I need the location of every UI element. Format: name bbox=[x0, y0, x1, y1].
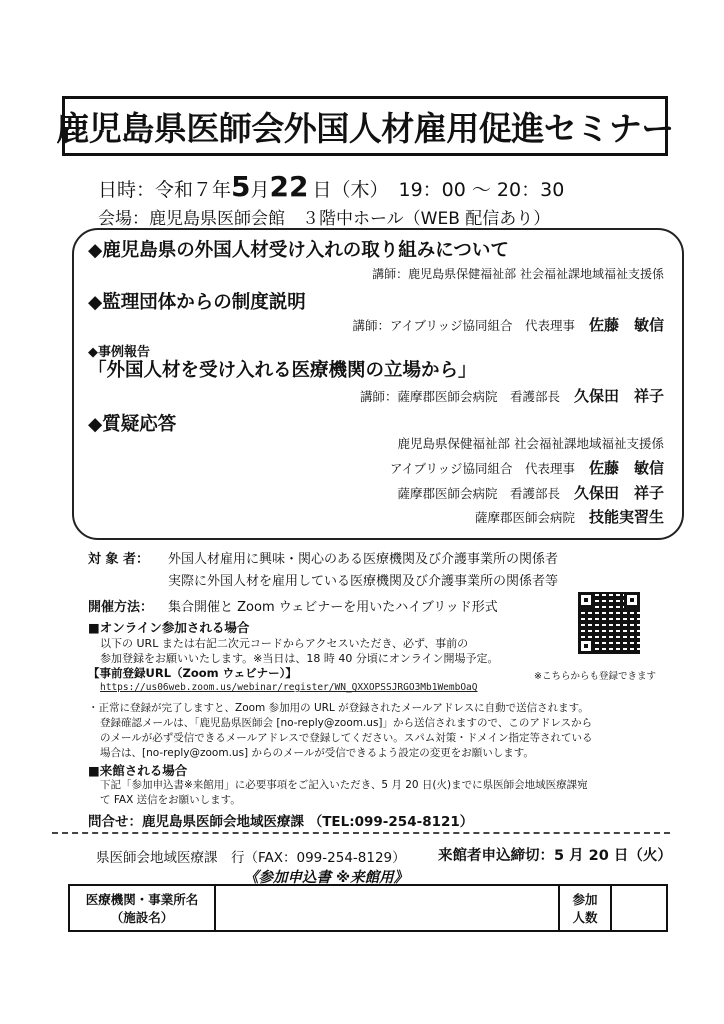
qr-finder bbox=[624, 592, 640, 608]
count-label-2: 人数 bbox=[572, 910, 598, 925]
qr-finder bbox=[578, 592, 594, 608]
online-line-2: 参加登録をお願いいたします。※当日は、18 時 40 分頃にオンライン開場予定。 bbox=[100, 652, 499, 665]
format-label: 開催方法： bbox=[88, 600, 154, 615]
deadline: 来館者申込締切：5 月 20 日（火） bbox=[438, 848, 672, 864]
panel-row-1 bbox=[398, 434, 664, 452]
qr-finder bbox=[578, 638, 594, 654]
online-note-1: ・正常に登録が完了しますと、Zoom 参加用の URL が登録されたメールアドレスに自動で送信されます。 bbox=[88, 702, 589, 714]
inperson-heading: ■来館される場合 bbox=[88, 763, 188, 778]
event-time: 19：00 ～ 20：30 bbox=[398, 179, 565, 201]
panel-org: 薩摩郡医師会病院 bbox=[474, 510, 575, 525]
inperson-line-2: て FAX 送信をお願いします。 bbox=[100, 794, 241, 806]
inperson-line-1: 下記「参加申込書※来館用」に必要事項をご記入いただき、5 月 20 日(火)までに県医師会地域医療課宛 bbox=[100, 779, 588, 791]
date-day: 22 bbox=[269, 170, 309, 203]
online-note-3: のメールが必ず受信できるメールアドレスで登録してください。スパム対策・ドメイン指定等されている bbox=[100, 732, 593, 744]
panel-name: 佐藤 敏信 bbox=[588, 459, 664, 477]
venue: 会場：鹿児島県医師会館 ３階中ホール（WEB 配信あり） bbox=[98, 209, 551, 229]
program-item2-speaker-name: 佐藤 敏信 bbox=[588, 316, 664, 334]
form-title: 《参加申込書 ※来館用》 bbox=[244, 870, 409, 886]
target-line-2: 実際に外国人材を雇用している医療機関及び介護事業所の関係者等 bbox=[168, 574, 559, 589]
panel-name: 技能実習生 bbox=[588, 508, 664, 526]
org-label-cell bbox=[69, 885, 215, 931]
panel-row-4 bbox=[475, 506, 664, 527]
program-item2-heading: ◆監理団体からの制度説明 bbox=[88, 292, 306, 313]
count-input-cell[interactable] bbox=[611, 885, 667, 931]
panel-org: アイブリッジ協同組合 代表理事 bbox=[389, 461, 575, 476]
application-form bbox=[68, 884, 668, 932]
cut-line bbox=[52, 832, 670, 834]
online-line-1: 以下の URL または右記二次元コードからアクセスいただき、必ず、事前の bbox=[100, 637, 469, 650]
panel-row-2 bbox=[390, 457, 664, 478]
program-item2-speaker: 講師：アイブリッジ協同組合 代表理事 bbox=[352, 318, 575, 333]
qr-note: ※こちらからも登録できます bbox=[534, 671, 656, 682]
contact: 問合せ：鹿児島県医師会地域医療課 （TEL:099-254-8121） bbox=[88, 814, 474, 830]
program-item2-speaker-line bbox=[352, 314, 664, 335]
org-input-cell[interactable] bbox=[215, 885, 559, 931]
count-label-1: 参加 bbox=[572, 892, 598, 907]
program-item3-heading: 「外国人材を受け入れる医療機関の立場から」 bbox=[88, 360, 477, 381]
panel-name: 久保田 祥子 bbox=[573, 484, 664, 502]
org-label-1: 医療機関・事業所名 bbox=[85, 892, 199, 907]
count-label-cell bbox=[559, 885, 611, 931]
panel-org: 鹿児島県保健福祉部 社会福祉課地域福祉支援係 bbox=[397, 436, 664, 451]
program-item3-speaker-name: 久保田 祥子 bbox=[573, 387, 664, 405]
program-item3-speaker-line bbox=[360, 385, 664, 406]
fax-to: 県医師会地域医療課 行（FAX：099-254-8129） bbox=[96, 850, 406, 866]
online-note-2: 登録確認メールは、「鹿児島県医師会 [no-reply@zoom.us]」から送信されますので、このアドレスから bbox=[100, 717, 592, 729]
date-label: 日時：令和７年 bbox=[98, 179, 232, 201]
online-note-4: 場合は、[no-reply@zoom.us] からのメールが受信できるよう設定の変更をお願いします。 bbox=[100, 747, 534, 759]
target-line-1: 外国人材雇用に興味・関心のある医療機関及び介護事業所の関係者 bbox=[168, 552, 559, 567]
datetime bbox=[98, 170, 564, 203]
table-row bbox=[69, 885, 667, 931]
qr-code[interactable] bbox=[578, 592, 640, 654]
registration-url-link[interactable]: https://us06web.zoom.us/webinar/register/WN_QXXOPSSJRGO3Mb1WembOaQ bbox=[100, 682, 478, 693]
panel-row-3 bbox=[397, 482, 664, 503]
program-item3-speaker: 講師：薩摩郡医師会病院 看護部長 bbox=[359, 389, 560, 404]
date-day-unit: 日（木） bbox=[312, 179, 389, 201]
panel-org: 薩摩郡医師会病院 看護部長 bbox=[397, 486, 560, 501]
date-month: 5 bbox=[231, 170, 251, 203]
program-item1-heading: ◆鹿児島県の外国人材受け入れの取り組みについて bbox=[88, 240, 509, 261]
online-heading: ■オンライン参加される場合 bbox=[88, 620, 250, 635]
format-text: 集合開催と Zoom ウェビナーを用いたハイブリッド形式 bbox=[168, 600, 498, 615]
program-item3-subheading: ◆事例報告 bbox=[88, 345, 150, 360]
page-title: 鹿児島県医師会外国人材雇用促進セミナー bbox=[56, 108, 674, 148]
target-label: 対 象 者： bbox=[88, 552, 150, 567]
registration-url-label: 【事前登録URL（Zoom ウェビナー）】 bbox=[88, 666, 297, 680]
date-month-unit: 月 bbox=[250, 179, 270, 201]
program-item1-speaker: 講師：鹿児島県保健福祉部 社会福祉課地域福祉支援係 bbox=[372, 267, 664, 281]
org-label-2: （施設名） bbox=[110, 910, 174, 925]
program-item4-heading: ◆質疑応答 bbox=[88, 414, 177, 435]
title-box bbox=[56, 96, 674, 156]
